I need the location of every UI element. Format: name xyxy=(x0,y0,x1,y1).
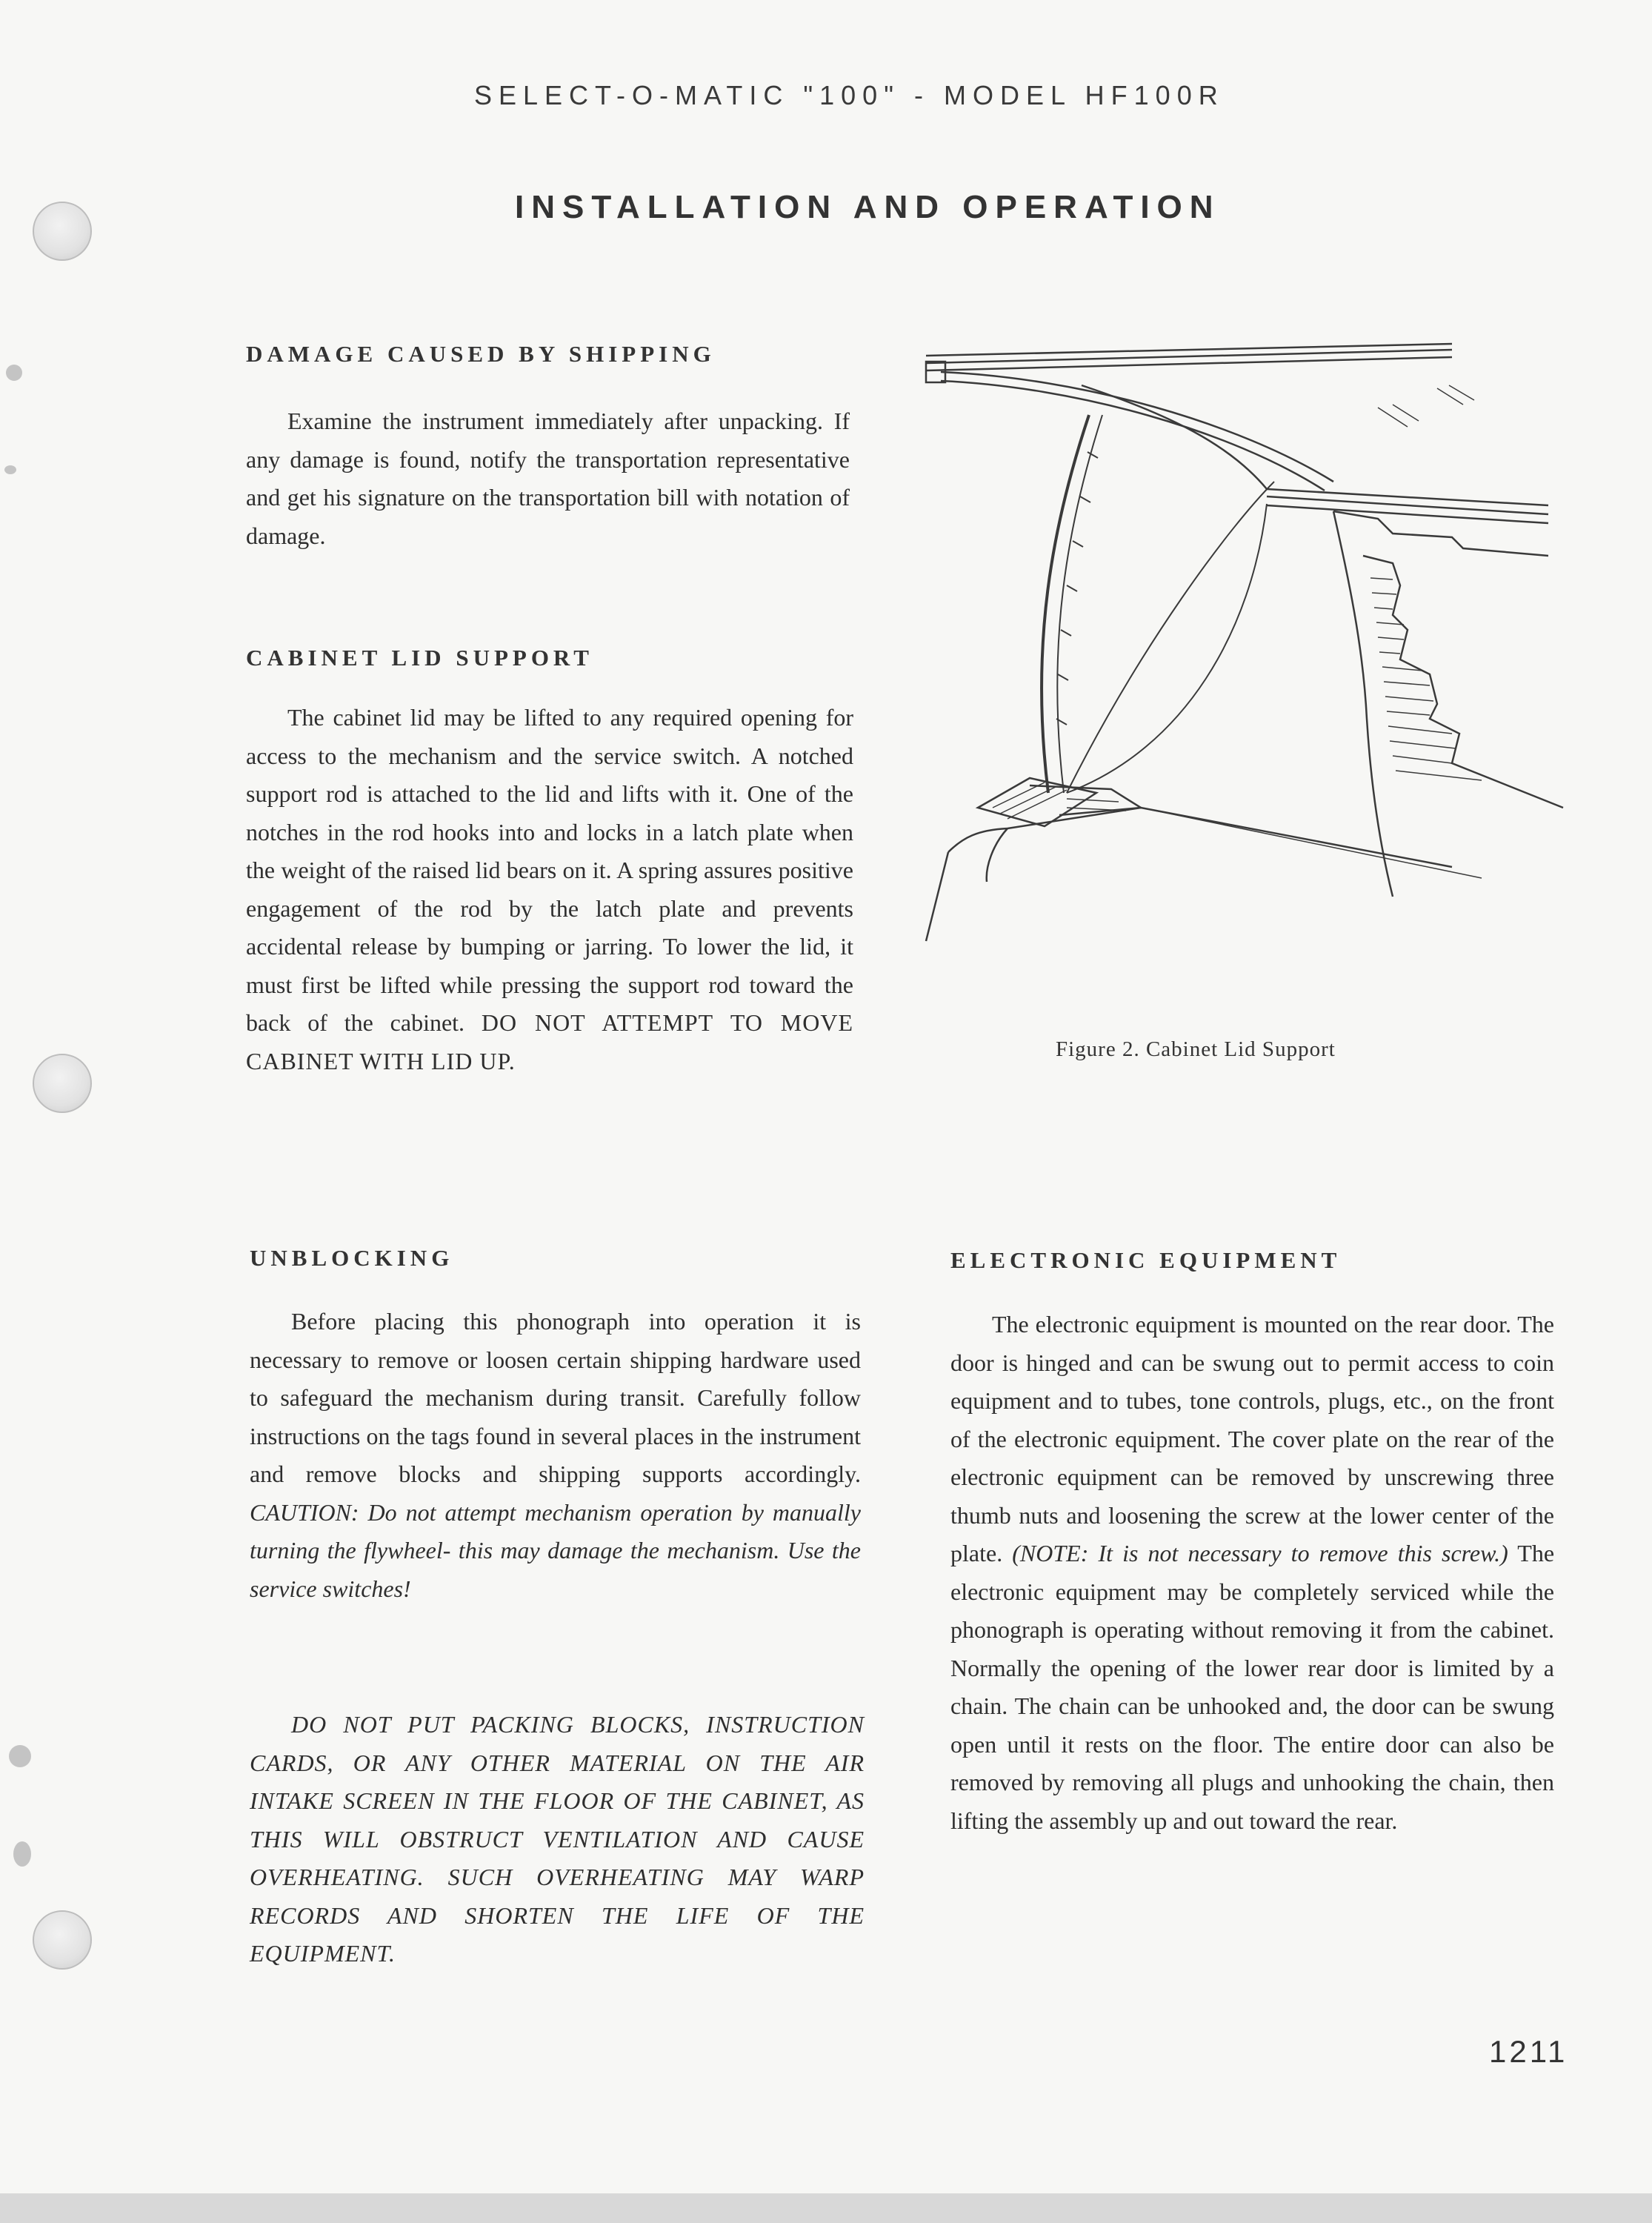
figure-caption: Figure 2. Cabinet Lid Support xyxy=(1056,1037,1336,1061)
margin-speck xyxy=(13,1841,31,1867)
section-warning-unblocking xyxy=(250,1706,865,1973)
section-body-damage xyxy=(246,402,850,555)
margin-speck xyxy=(9,1745,31,1767)
unblocking-text: Before placing this phonograph into operation it is necessary to remove or loosen certain shipping hardware used to safeguard the mechanism during transit. Carefully follow instructions on the tags found in several places in the instrument and remove blocks and shipping supports accordingly. xyxy=(250,1308,861,1487)
section-heading-unblocking: UNBLOCKING xyxy=(250,1245,454,1271)
punch-hole-bottom xyxy=(33,1910,92,1970)
section-body-unblocking xyxy=(250,1303,861,1608)
scan-bottom-edge xyxy=(0,2193,1652,2223)
lid-text: The cabinet lid may be lifted to any required opening for access to the mechanism and the service switch. A notched support rod is attached to the lid and lifts with it. One of the notches in the rod hooks into and locks in a latch plate when the weight of the raised lid bears on it. A spring assures positive engagement of the rod by the latch plate and prevents accidental release by bumping or jarring. To lower the lid, it must first be lifted while pressing the support rod toward the back of the cabinet. xyxy=(246,704,853,1036)
margin-speck xyxy=(4,465,16,474)
punch-hole-top xyxy=(33,202,92,261)
electronic-note: (NOTE: It is not necessary to remove this screw.) xyxy=(1012,1540,1508,1566)
margin-speck xyxy=(6,365,22,381)
punch-hole-middle xyxy=(33,1054,92,1113)
section-body-lid xyxy=(246,699,853,1080)
air-intake-warning: DO NOT PUT PACKING BLOCKS, INSTRUCTION CARDS, OR ANY OTHER MATERIAL ON THE AIR INTAKE SCREEN IN THE FLOOR OF THE CABINET, AS THIS WILL OBSTRUCT VENTILATION AND CAUSE OVERHEATING. SUCH OVERHEATING MAY WARP RECORDS AND SHORTEN THE LIFE OF THE EQUIPMENT. xyxy=(250,1711,865,1967)
electronic-text-1: The electronic equipment is mounted on the rear door. The door is hinged and can be swung out to permit access to coin equipment and to tubes, tone controls, plugs, etc., on the front of the electronic equipment. The cover plate on the rear of the electronic equipment can be removed by unscrewing three thumb nuts and loosening the screw at the lower center of the plate. xyxy=(950,1311,1554,1566)
section-heading-damage: DAMAGE CAUSED BY SHIPPING xyxy=(246,341,716,367)
section-heading-electronic: ELECTRONIC EQUIPMENT xyxy=(950,1247,1342,1273)
section-heading-lid: CABINET LID SUPPORT xyxy=(246,645,593,671)
unblocking-caution: CAUTION: Do not attempt mechanism operation by manually turning the flywheel- this may damage the mechanism. Use the service switches! xyxy=(250,1498,861,1602)
damage-text: Examine the instrument immediately after unpacking. If any damage is found, notify the transportation representative and get his signature on the transportation bill with notation of damage. xyxy=(246,408,850,549)
running-header: SELECT-O-MATIC "100" - MODEL HF100R xyxy=(474,80,1225,110)
electronic-text-2: The electronic equipment may be completely serviced while the phonograph is operating without removing it from the cabinet. Normally the opening of the lower rear door is limited by a chain. The chain can be unhooked and, the door can be swung open until it rests on the floor. The entire door can also be removed by removing all plugs and unhooking the chain, then lifting the assembly up and out toward the rear. xyxy=(950,1540,1555,1834)
section-body-electronic xyxy=(950,1306,1554,1840)
lid-warning: DO NOT ATTEMPT TO MOVE CABINET WITH LID UP. xyxy=(246,1009,854,1074)
cabinet-lid-support-figure xyxy=(919,333,1571,963)
page-title: INSTALLATION AND OPERATION xyxy=(515,189,1221,225)
page-number: 1211 xyxy=(1489,2034,1568,2069)
